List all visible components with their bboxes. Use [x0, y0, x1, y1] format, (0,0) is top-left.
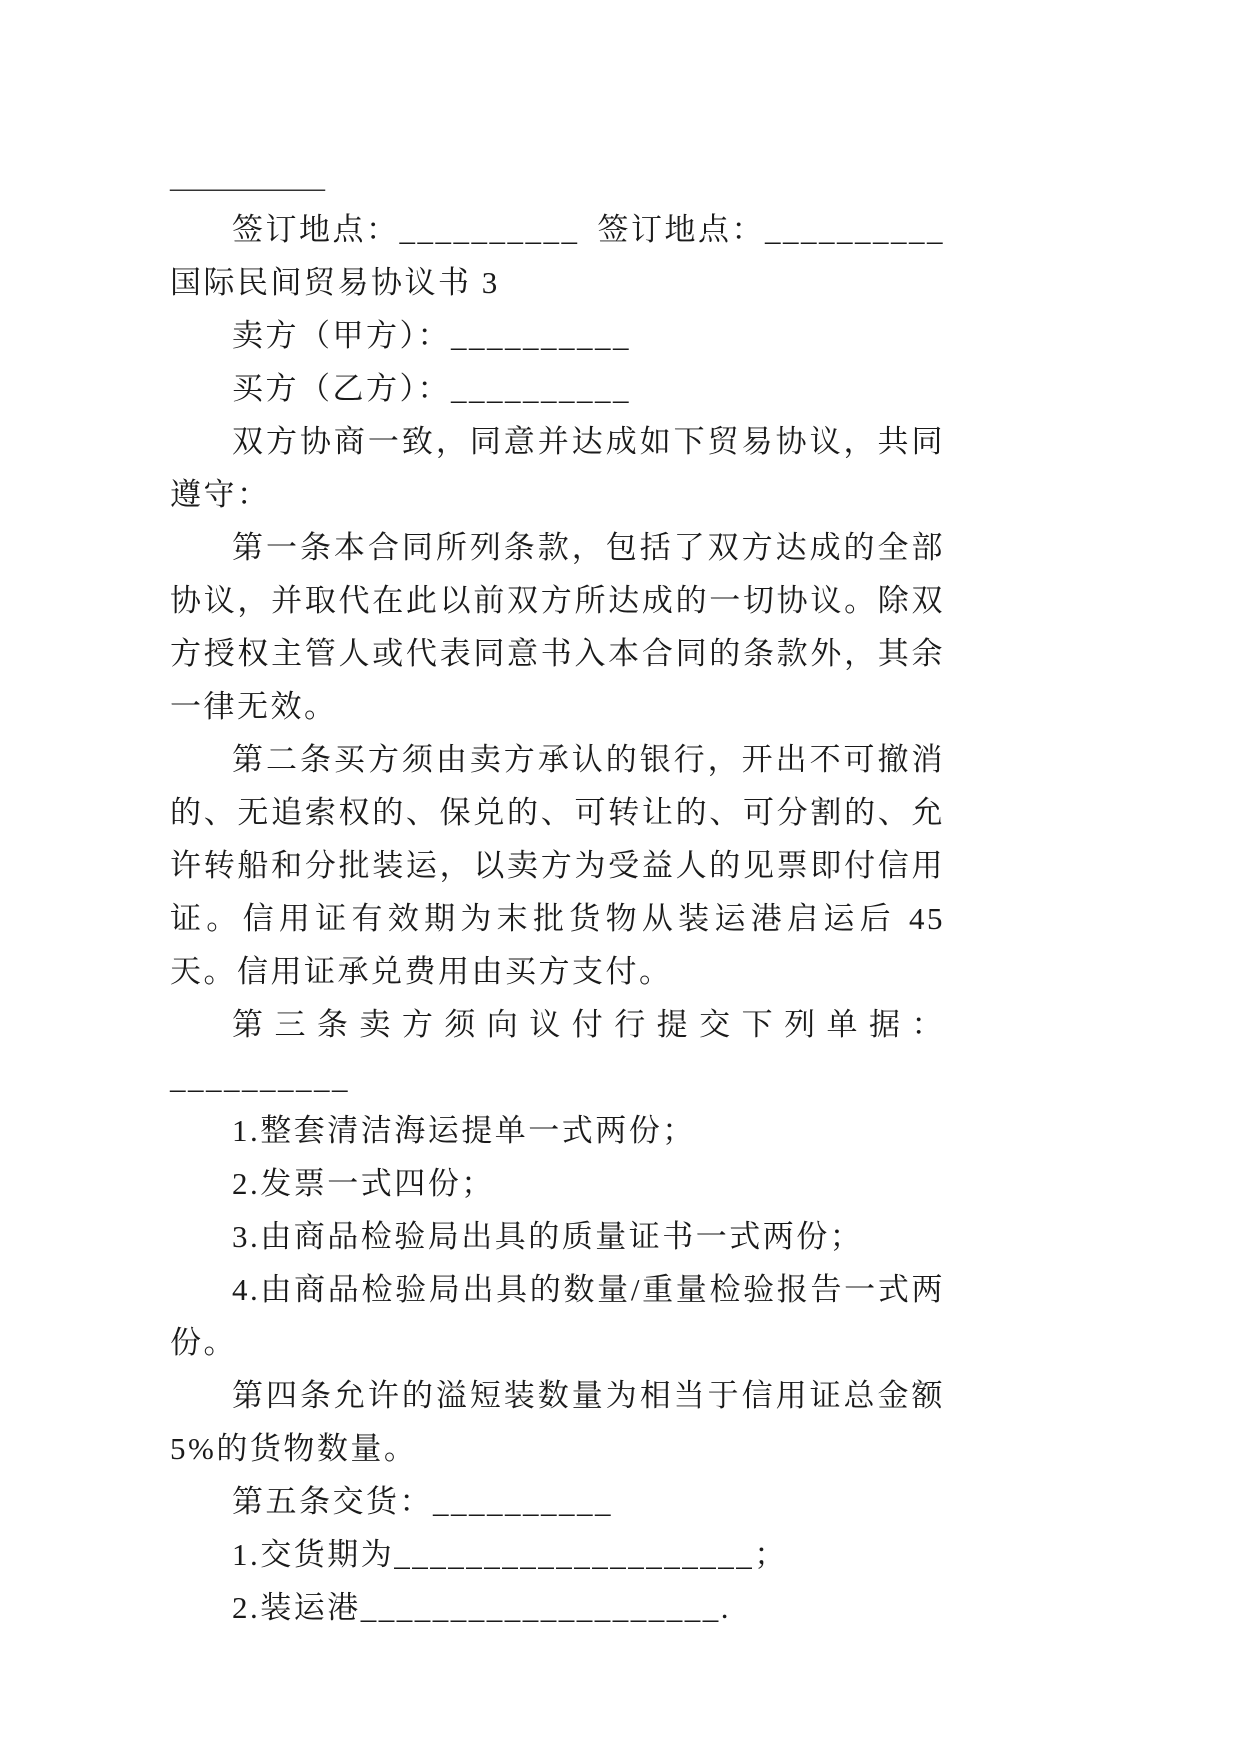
signing-place-row [170, 203, 945, 256]
article-1: 第一条本合同所列条款，包括了双方达成的全部协议，并取代在此以前双方所达成的一切协议。除双方授权主管人或代表同意书入本合同的条款外，其余一律无效。 [170, 530, 945, 724]
article-5-item-1: 1.交货期为____________________； [232, 1537, 788, 1572]
buyer-line: 买方（乙方）：__________ [232, 371, 631, 406]
article-3-item-4: 4.由商品检验局出具的数量/重量检验报告一式两份。 [170, 1272, 945, 1360]
article-3-item-3: 3.由商品检验局出具的质量证书一式两份； [232, 1219, 864, 1254]
seller-line: 卖方（甲方）：__________ [232, 318, 631, 353]
signing-place-left: 签订地点：__________ [232, 212, 580, 247]
document-title: 国际民间贸易协议书 3 [170, 265, 500, 300]
article-3: 第三条卖方须向议付行提交下列单据：__________ [170, 1007, 945, 1095]
continuation-underline: __________ [170, 159, 325, 194]
document-page [170, 150, 945, 1634]
article-2: 第二条买方须由卖方承认的银行，开出不可撤消的、无追索权的、保兑的、可转让的、可分割的、允许转船和分批装运，以卖方为受益人的见票即付信用证。信用证有效期为末批货物从装运港启运后 45 天。信用证承兑费用由买方支付。 [170, 742, 945, 989]
article-3-item-2: 2.发票一式四份； [232, 1166, 495, 1201]
intro-paragraph: 双方协商一致，同意并达成如下贸易协议，共同遵守： [170, 424, 945, 512]
article-4: 第四条允许的溢短装数量为相当于信用证总金额 5%的货物数量。 [170, 1378, 945, 1466]
article-5: 第五条交货：__________ [232, 1484, 613, 1519]
article-5-item-2: 2.装运港____________________. [232, 1590, 731, 1625]
signing-place-right: 签订地点：__________ [597, 212, 945, 247]
article-3-item-1: 1.整套清洁海运提单一式两份； [232, 1113, 696, 1148]
